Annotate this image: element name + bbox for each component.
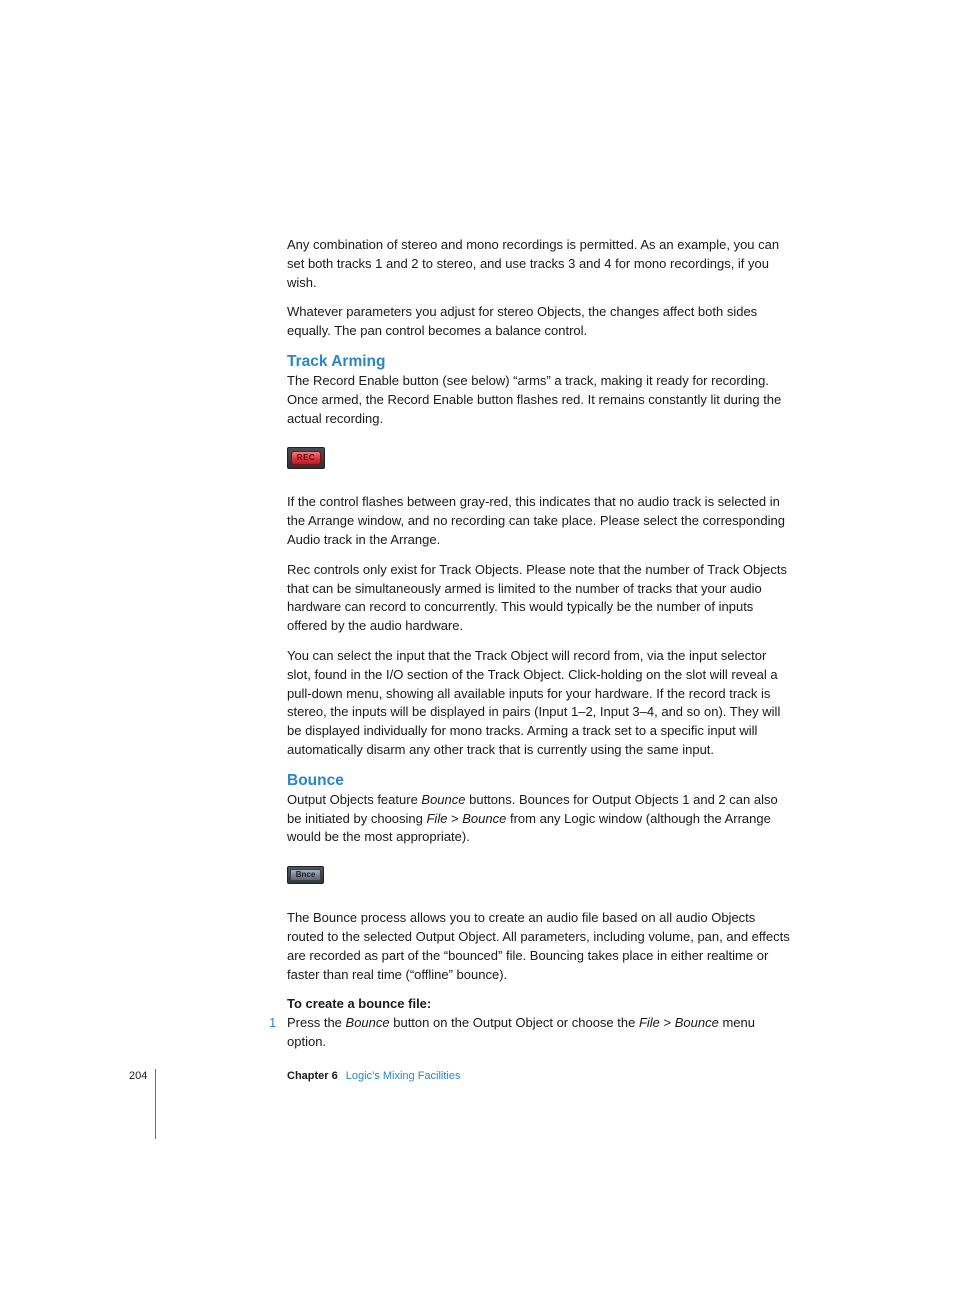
- heading-bounce: Bounce: [287, 771, 344, 789]
- page-number: 204: [129, 1070, 148, 1082]
- text-run: button on the Output Object or choose the: [389, 1015, 639, 1031]
- track-arming-paragraph-1: The Record Enable button (see below) “arms” a track, making it ready for recording. Once armed, the Record Enable button flashes red. It remains constantly lit during the actual recording.: [287, 372, 782, 426]
- text-run: >: [447, 810, 463, 826]
- chapter-reference: [287, 1070, 460, 1082]
- page-body: [269, 236, 792, 1052]
- text-run: >: [659, 1015, 675, 1031]
- page-footer: [0, 1068, 954, 1088]
- intro-paragraph-2: Whatever parameters you adjust for stereo Objects, the changes affect both sides equally. The pan control becomes a balance control.: [287, 304, 758, 339]
- track-arming-paragraph-4: You can select the input that the Track Object will record from, via the input selector slot, found in the I/O section of the Track Object. Click-holding on the slot will reveal a pull-down menu, showing all available inputs for your hardware. If the record track is stereo, the inputs will be displayed in pairs (Input 1–2, Input 3–4, and so on). They will be displayed individually for mono tracks. Arming a track set to a specific input will automatically disarm any other track that is currently using the same input.: [287, 647, 781, 757]
- chapter-title: Logic’s Mixing Facilities: [345, 1070, 461, 1082]
- emphasis-bounce: Bounce: [674, 1015, 719, 1031]
- emphasis-bounce: Bounce: [345, 1015, 390, 1031]
- step-number: 1: [269, 1015, 277, 1031]
- track-arming-paragraph-3: Rec controls only exist for Track Objects. Please note that the number of Track Objects that can be simultaneously armed is limited to the number of tracks that your audio hardware can record to concurrently. This would typically be the number of inputs offered by the audio hardware.: [287, 561, 787, 634]
- text-run: menu option.: [287, 1015, 755, 1049]
- emphasis-file: File: [426, 810, 448, 826]
- emphasis-bounce: Bounce: [462, 810, 507, 826]
- text-run: Press the: [287, 1015, 346, 1031]
- text-run: Output Objects feature: [287, 791, 422, 807]
- bounce-paragraph-2: The Bounce process allows you to create an audio file based on all audio Objects routed to the selected Output Object. All parameters, including volume, pan, and effects are recorded as part of the “bounced” file. Bouncing takes place in either realtime or faster than real time (“offline” bounce).: [287, 910, 790, 982]
- emphasis-file: File: [638, 1015, 660, 1031]
- text-run: from any Logic window (although the Arrange would be the most appropriate).: [287, 810, 771, 845]
- track-arming-paragraph-2: If the control flashes between gray-red, this indicates that no audio track is selected in the Arrange window, and no recording can take place. Please select the corresponding Audio track in the Arrange.: [287, 494, 785, 547]
- chapter-label: Chapter 6: [287, 1070, 338, 1082]
- rec-label: REC: [291, 451, 321, 465]
- intro-paragraph-1: Any combination of stereo and mono recordings is permitted. As an example, you can set both tracks 1 and 2 to stereo, and use tracks 3 and 4 for mono recordings, if you wish.: [287, 237, 780, 290]
- text-run: buttons. Bounces for Output Objects 1 and 2 can also be initiated by choosing: [287, 791, 778, 826]
- emphasis-bounce: Bounce: [421, 791, 466, 807]
- step-1: [269, 1014, 792, 1052]
- bnce-label: Bnce: [290, 869, 321, 881]
- task-title: To create a bounce file:: [287, 996, 432, 1012]
- bounce-button-image: [287, 866, 324, 884]
- record-enable-button-image: [287, 447, 325, 469]
- bounce-paragraph-1: [287, 791, 792, 847]
- heading-track-arming: Track Arming: [287, 352, 386, 370]
